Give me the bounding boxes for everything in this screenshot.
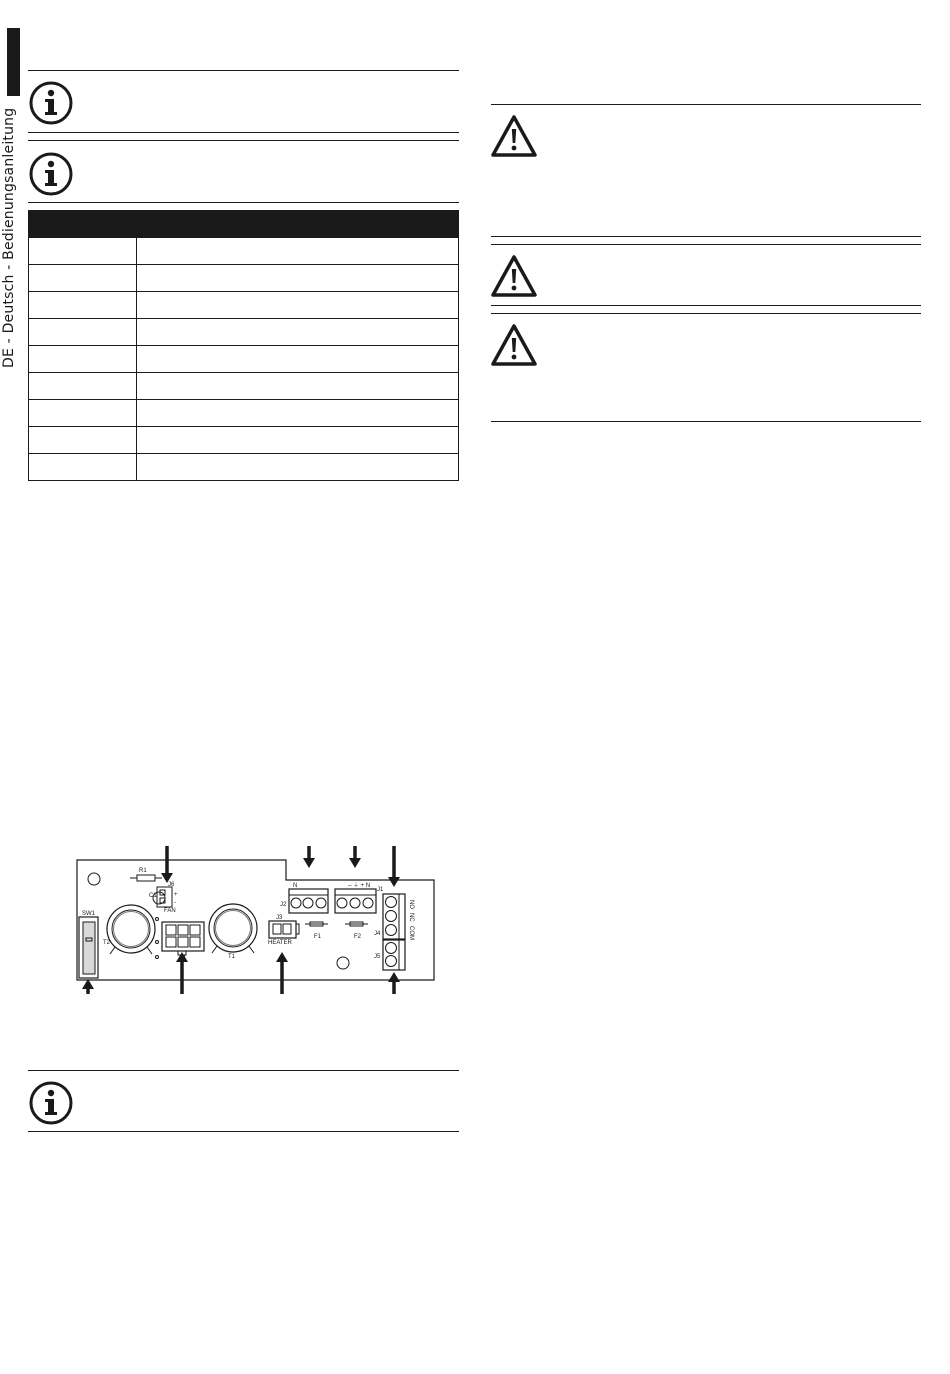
label-j2: J2 (280, 902, 287, 908)
resistor-r1 (137, 875, 155, 881)
label-fan: FAN (164, 908, 176, 914)
info-box-1-top-rule (28, 70, 459, 71)
specification-table (28, 210, 459, 481)
table-row (29, 346, 459, 373)
table-row (29, 373, 459, 400)
info-box-2-bottom-rule (28, 202, 459, 203)
table-row (29, 238, 459, 265)
table-row (29, 454, 459, 481)
label-heater: HEATER (268, 940, 292, 946)
label-j6: J6 (168, 882, 175, 888)
label-f1: F1 (314, 934, 322, 940)
terminal-block-j2 (289, 889, 328, 913)
table-row (29, 319, 459, 346)
info-box-1-bottom-rule (28, 132, 459, 133)
label-t2: T2 (103, 940, 111, 946)
info-box-3-bottom-rule (28, 1131, 459, 1132)
label-nc: NC (408, 913, 414, 922)
info-circle-icon (28, 80, 74, 126)
table-row (29, 292, 459, 319)
warning-box-2-bottom-rule (491, 305, 921, 306)
transformer-t2 (107, 905, 155, 953)
label-top-right-marks: – ⏚ + N (348, 883, 371, 889)
info-circle-icon (28, 151, 74, 197)
label-fan-plus: + (174, 892, 178, 898)
label-no: NO (408, 900, 414, 909)
warning-box-1-top-rule (491, 104, 921, 105)
label-fan-minus: - (174, 900, 176, 906)
mounting-hole (88, 873, 100, 885)
label-c1: C1 (149, 893, 157, 899)
label-n: N (293, 883, 298, 889)
label-t1: T1 (228, 954, 236, 960)
terminal-block-j1 (335, 889, 376, 913)
transformer-t1 (209, 904, 257, 952)
label-j3: J3 (276, 915, 283, 921)
table-row (29, 400, 459, 427)
label-j4: J4 (374, 931, 381, 937)
mounting-hole (337, 957, 349, 969)
label-sw1: SW1 (82, 911, 96, 917)
label-f2: F2 (354, 934, 362, 940)
warning-triangle-icon (490, 114, 538, 158)
warning-box-3-bottom-rule (491, 421, 921, 422)
info-circle-icon (28, 1080, 74, 1126)
info-box-3-top-rule (28, 1070, 459, 1071)
label-j5: J5 (374, 954, 381, 960)
label-com: COM (408, 926, 414, 940)
circuit-board-diagram (60, 840, 450, 1000)
warning-triangle-icon (490, 254, 538, 298)
table-row (29, 265, 459, 292)
warning-box-1-bottom-rule (491, 236, 921, 237)
label-r1: R1 (139, 868, 147, 874)
warning-box-2-top-rule (491, 244, 921, 245)
warning-triangle-icon (490, 323, 538, 367)
label-j1: J1 (377, 887, 384, 893)
table-header-row (29, 211, 459, 238)
label-j7: J7 (179, 956, 186, 962)
section-tab-bar (7, 28, 20, 96)
warning-box-3-top-rule (491, 313, 921, 314)
info-box-2-top-rule (28, 140, 459, 141)
language-section-label: DE - Deutsch - Bedienungsanleitung (1, 107, 17, 368)
table-row (29, 427, 459, 454)
